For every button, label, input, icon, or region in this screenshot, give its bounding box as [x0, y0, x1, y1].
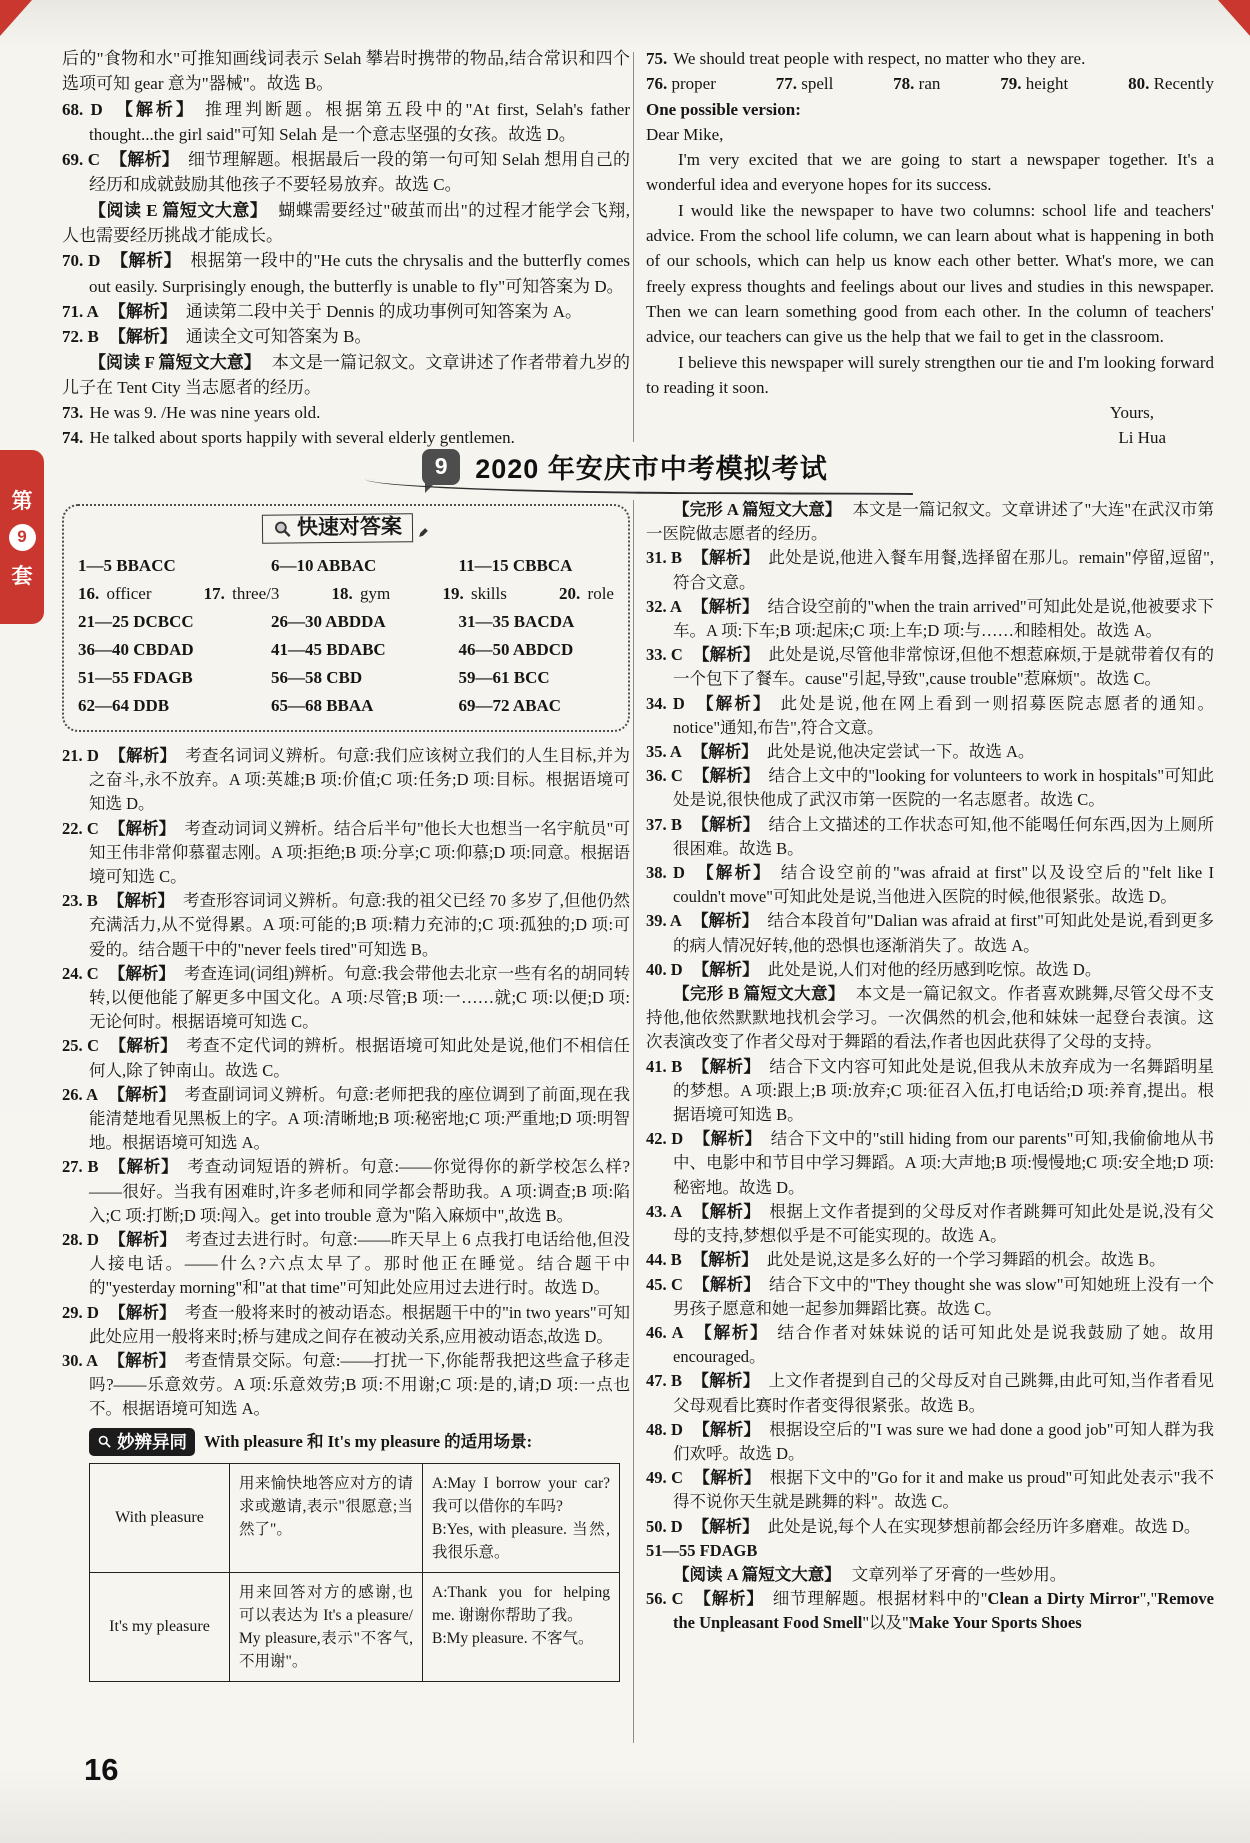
right-column-top [646, 46, 1214, 451]
left-column-bottom [62, 504, 630, 1682]
answer-key-cell: 11—15 CBBCA [458, 555, 573, 575]
answer-explanation-item: 27. B 【解析】 考查动词短语的辨析。句意:——你觉得你的新学校怎么样?——很好。当我有困难时,许多老师和同学都会帮助我。A 项:调查;B 项:陷入;C 项:打断;D 项:闯入。get into trouble 意为"陷入麻烦中",故选 B。 [62, 1157, 631, 1225]
answer-explanation-item: 70. D 【解析】 根据第一段中的"He cuts the chrysalis and the butterfly comes out easily. Surprisingly enough, the butterfly is unable to fly"可知答案为 D。 [62, 251, 631, 296]
answer-explanation-item: 69. C 【解析】 细节理解题。根据最后一段的第一句可知 Selah 想用自己的经历和成就鼓励其他孩子不要轻易放弃。故选 C。 [62, 150, 631, 195]
letter-paragraph: I believe this newspaper will surely strengthen our tie and I'm looking forward to reading it soon. [646, 352, 1214, 397]
section-banner [0, 447, 1250, 494]
comparison-table-row [90, 1464, 619, 1572]
answer-explanation-item: 32. A 【解析】 结合设空前的"when the train arrived"可知此处是说,他被要求下车。A 项:下车;B 项:起床;C 项:上车;D 项:与……和睦相处。故选 A。 [646, 596, 1215, 641]
answer-key-cell: 36—40 CBDAD [78, 639, 194, 659]
answer-explanation-item: 30. A 【解析】 考查情景交际。句意:——打扰一下,你能帮我把这些盒子移走吗?——乐意效劳。A 项:乐意效劳;B 项:不用谢;C 项:是的,请;D 项:一点也不。根据语境可知选 A。 [62, 1350, 630, 1419]
magnifier-icon [273, 519, 292, 538]
answer-key-cell: 46—50 ABDCD [458, 639, 574, 659]
letter-closing: Li Hua [1118, 428, 1166, 448]
word-answers-row [646, 71, 1214, 96]
answer-explanation-item: 71. A 【解析】 通读第二段中关于 Dennis 的成功事例可知答案为 A。 [62, 301, 583, 321]
answer-key-cell: 21—25 DCBCC [78, 611, 194, 631]
word-answer: 80. Recently [1128, 74, 1214, 94]
answer-explanation-item: 24. C 【解析】 考查连词(词组)辨析。句意:我会带他去北京一些有名的胡同转转,以便他能了解更多中国文化。A 项:尽管;B 项:一……就;C 项:以便;D 项:无论何时。根据语境可知选 C。 [62, 963, 630, 1032]
answer-explanation-item: 31. B 【解析】 此处是说,他进入餐车用餐,选择留在那儿。remain"停留,逗留",符合文意。 [646, 548, 1215, 592]
quick-answer-box [62, 504, 630, 732]
answer-explanation-item: 28. D 【解析】 考查过去进行时。句意:——昨天早上 6 点我打电话给他,但没人接电话。——什么?六点太早了。那时他正在睡觉。结合题干中的"yesterday morning"和"at that time"可知此处应用过去进行时。故选 D。 [62, 1229, 631, 1298]
answer-explanation-item: 26. A 【解析】 考查副词词义辨析。句意:老师把我的座位调到了前面,现在我能清楚地看见黑板上的字。A 项:清晰地;B 项:秘密地;C 项:严重地;D 项:明智地。根据语境可知选 A。 [62, 1084, 630, 1153]
quick-answer-rows [78, 552, 614, 720]
answer-key-row [78, 552, 614, 580]
section-title: 2020 年安庆市中考模拟考试 [475, 454, 828, 484]
answer-item: 73. He was 9. /He was nine years old. [62, 403, 321, 423]
answer-key-word: 17. three/3 [203, 583, 280, 603]
example-line: A:Thank you for helping me. 谢谢你帮助了我。 [432, 1583, 610, 1624]
answer-explanation-item: 40. D 【解析】 此处是说,人们对他的经历感到吃惊。故选 D。 [646, 959, 1102, 979]
answer-key-cell: 56—58 CBD [270, 667, 363, 687]
answer-key-cell: 31—35 BACDA [458, 611, 575, 631]
bold-text-line: One possible version: [646, 99, 801, 119]
answer-key-word: 16. officer [78, 583, 152, 603]
section-number-badge: 9 [422, 449, 460, 485]
term-cell: With pleasure [90, 1464, 230, 1572]
right-column-bottom [646, 498, 1214, 1636]
passage-summary: 【阅读 F 篇短文大意】 本文是一篇记叙文。文章讲述了作者带着九岁的儿子在 Tent City 当志愿者的经历。 [62, 352, 630, 397]
answer-key-word: 18. gym [331, 583, 391, 603]
magnifier-icon [97, 1434, 112, 1449]
answer-explanation-item: 23. B 【解析】 考查形容词词义辨析。句意:我的祖父已经 70 多岁了,但他仍然充满活力,从不觉得累。A 项:可能的;B 项:精力充沛的;C 项:孤独的;D 项:可爱的。结合题干中的"never feels tired"可知选 B。 [62, 891, 630, 959]
answer-key-cell: 26—30 ABDDA [270, 611, 386, 631]
answer-explanation-item: 37. B 【解析】 结合上文描述的工作状态可知,他不能喝任何东西,因为上厕所很困难。故选 B。 [646, 814, 1214, 858]
usage-cell: 用来愉快地答应对方的请求或邀请,表示"很愿意;当然了"。 [230, 1464, 423, 1572]
answer-explanation-item: 22. C 【解析】 考查动词词义辨析。结合后半句"他长大也想当一名宇航员"可知王伟非常仰慕翟志刚。A 项:拒绝;B 项:分享;C 项:仰慕;D 项:同意。根据语境可知选 C。 [62, 818, 631, 886]
answer-key-cell: 41—45 BDABC [270, 639, 386, 659]
answer-explanation-item: 39. A 【解析】 结合本段首句"Dalian was afraid at first"可知此处是说,看到更多的病人情况好转,他的恐惧也逐渐消失了。故选 A。 [646, 911, 1214, 955]
comparison-heading [62, 1428, 630, 1456]
passage-summary: 【阅读 A 篇短文大意】 文章列举了牙膏的一些妙用。 [673, 1564, 1067, 1584]
word-answer: 78. ran [893, 74, 941, 94]
answer-explanation-item: 38. D 【解析】 结合设空前的"was afraid at first"以及设空后的"felt like I couldn't move"可知此处是说,当他进入医院的时候,他很紧张。故选 D。 [646, 863, 1215, 907]
column-divider [633, 52, 634, 442]
left-column-top [62, 46, 630, 451]
answer-explanation-item: 72. B 【解析】 通读全文可知答案为 B。 [62, 327, 372, 347]
answer-explanation-item: 68. D 【解析】 推理判断题。根据第五段中的"At first, Selah's father thought...the girl said"可知 Selah 是一个意志坚强的女孩。故选 D。 [62, 99, 631, 144]
answer-explanation-item: 46. A 【解析】 结合作者对妹妹说的话可知此处是说我鼓励了她。故用 encouraged。 [646, 1322, 1215, 1367]
letter-paragraph: I'm very excited that we are going to start a newspaper together. It's a wonderful idea and everyone hopes for its success. [646, 150, 1214, 195]
answer-explanation-item: 43. A 【解析】 根据上文作者提到的父母反对作者跳舞可知此处是说,没有父母的支持,梦想似乎是不可能实现的。故选 A。 [646, 1201, 1215, 1246]
example-line: B:My pleasure. 不客气。 [432, 1629, 594, 1647]
answer-key-cell: 65—68 BBAA [270, 695, 374, 715]
page-corner-mark [0, 0, 32, 36]
set-tab-bottom-char: 套 [11, 564, 33, 588]
answer-explanation-item: 25. C 【解析】 考查不定代词的辨析。根据语境可知此处是说,他们不相信任何人,除了钟南山。故选 C。 [62, 1036, 631, 1080]
set-tab-top-char: 第 [11, 489, 33, 513]
example-cell [423, 1573, 619, 1681]
explanations-21-30 [62, 744, 630, 1422]
answer-explanation-item: 35. A 【解析】 此处是说,他决定尝试一下。故选 A。 [646, 742, 1035, 762]
answer-explanation-item: 21. D 【解析】 考查名词词义辨析。句意:我们应该树立我们的人生目标,并为之奋斗,永不放弃。A 项:英雄;B 项:价值;C 项:任务;D 项:目标。根据语境可知选 D。 [62, 745, 631, 814]
page-corner-mark [1218, 0, 1250, 36]
letter-closing: Yours, [1109, 403, 1154, 423]
answer-key-row [78, 692, 614, 720]
answer-explanation-item: 33. C 【解析】 此处是说,尽管他非常惊讶,但他不想惹麻烦,于是就带着仅有的一个包下了餐车。cause"引起,导致",cause trouble"惹麻烦"。故选 C。 [646, 645, 1215, 689]
compare-label-badge: 妙辨异同 [89, 1428, 195, 1456]
answer-key-row [78, 636, 614, 664]
word-answer: 77. spell [775, 74, 834, 94]
answer-explanation-item: 47. B 【解析】 上文作者提到自己的父母反对自己跳舞,由此可知,当作者看见父母观看比赛时作者变得很紧张。故选 B。 [646, 1371, 1214, 1415]
answer-key-cell: 6—10 ABBAC [270, 555, 377, 575]
answer-key-cell: 59—61 BCC [458, 667, 550, 687]
term-cell: It's my pleasure [90, 1573, 230, 1681]
answer-explanation-item: 45. C 【解析】 结合下文中的"They thought she was slow"可知她班上没有一个男孩子愿意和她一起参加舞蹈比赛。故选 C。 [646, 1274, 1214, 1318]
usage-comparison-table [89, 1463, 620, 1682]
word-answer: 79. height [1000, 74, 1069, 94]
answer-key-cell: 69—72 ABAC [458, 695, 562, 715]
answer-key-word: 19. skills [442, 583, 507, 603]
example-line: A:May I borrow your car? 我可以借你的车吗? [432, 1474, 610, 1515]
word-answer: 76. proper [646, 74, 716, 94]
page-number: 16 [84, 1752, 119, 1787]
answer-key-cell: 1—5 BBACC [78, 555, 176, 575]
answer-explanation-item: 49. C 【解析】 根据下文中的"Go for it and make us proud"可知此处表示"我不得不说你天生就是跳舞的料"。故选 C。 [646, 1468, 1215, 1512]
answer-key-row [78, 608, 614, 636]
continued-text: 后的"食物和水"可推知画线词表示 Selah 攀岩时携带的物品,结合常识和四个选项可知 gear 意为"器械"。故选 B。 [62, 49, 630, 94]
example-line: B:Yes, with pleasure. 当然,我很乐意。 [432, 1520, 610, 1561]
answer-explanation-item: 48. D 【解析】 根据设空后的"I was sure we had done a good job"可知人群为我们欢呼。故选 D。 [646, 1419, 1214, 1463]
pencil-icon [417, 522, 430, 546]
answer-explanation-item: 50. D 【解析】 此处是说,每个人在实现梦想前都会经历许多磨难。故选 D。 [646, 1516, 1201, 1536]
answer-explanation-item: 29. D 【解析】 考查一般将来时的被动语态。根据题干中的"in two years"可知此处应用一般将来时;桥与建成之间存在被动关系,应用被动语态,故选 D。 [62, 1302, 631, 1346]
usage-cell: 用来回答对方的感谢,也可以表达为 It's a pleasure/ My pleasure,表示"不客气,不用谢"。 [230, 1573, 423, 1681]
passage-summary: 【完形 B 篇短文大意】 本文是一篇记叙文。作者喜欢跳舞,尽管父母不支持他,他依然默默地找机会学习。一次偶然的机会,他和妹妹一起登台表演。这次表演改变了作者父母对于舞蹈的看法,作者也因此获得了父母的支持。 [646, 984, 1214, 1052]
example-cell [423, 1464, 619, 1572]
comparison-title: With pleasure 和 It's my pleasure 的适用场景: [204, 1431, 533, 1451]
answer-range-line: 51—55 FDAGB [646, 1540, 758, 1560]
quick-answer-title: 快速对答案 [262, 513, 413, 544]
letter-paragraph: I would like the newspaper to have two columns: school life and teachers' advice. From the school life column, we can learn about what is happening in both of our schools, which can help us know each other better. What's more, we can freely express thoughts and feelings about our lives and studies in this newspaper. Then we can learn something good from each other. In the column of teachers' advice, our teachers can give us the help that we fail to get in the classroom. [646, 200, 1214, 347]
answer-explanation-item: 42. D 【解析】 结合下文中的"still hiding from our parents"可知,我偷偷地从书中、电影中和节目中学习舞蹈。A 项:大声地;B 项:慢慢地;C 项:安全地;D 项:秘密地。故选 D。 [646, 1129, 1214, 1197]
passage-summary: 【完形 A 篇短文大意】 本文是一篇记叙文。文章讲述了"大连"在武汉市第一医院做志愿者的经历。 [646, 500, 1214, 544]
text-line: Dear Mike, [646, 124, 724, 144]
banner-underline [365, 479, 913, 495]
column-divider [633, 500, 634, 1743]
set-number-badge: 9 [9, 524, 36, 551]
answer-key-row [78, 664, 614, 692]
answer-key-word-row [78, 580, 614, 608]
passage-summary: 【阅读 E 篇短文大意】 蝴蝶需要经过"破茧而出"的过程才能学会飞翔,人也需要经历挑战才能成长。 [62, 200, 630, 246]
answer-item: 74. He talked about sports happily with several elderly gentlemen. [62, 428, 515, 448]
comparison-table-row [90, 1572, 619, 1681]
answer-item: 75. We should treat people with respect, no matter who they are. [646, 49, 1086, 68]
answer-explanation-item: 44. B 【解析】 此处是说,这是多么好的一个学习舞蹈的机会。故选 B。 [646, 1250, 1166, 1270]
answer-explanation-item: 36. C 【解析】 结合上文中的"looking for volunteers to work in hospitals"可知此处是说,很快他成了武汉市第一医院的一名志愿者。故选 C。 [646, 766, 1215, 810]
answer-explanation-item: 41. B 【解析】 结合下文内容可知此处是说,但我从未放弃成为一名舞蹈明星的梦想。A 项:跟上;B 项:放弃;C 项:征召入伍,打电话给;D 项:养育,提出。根据语境可知选 B。 [646, 1056, 1215, 1125]
answer-key-cell: 51—55 FDAGB [78, 667, 193, 687]
answer-key-word: 20. role [559, 583, 614, 603]
answer-explanation-item: 56. C 【解析】 细节理解题。根据材料中的"Clean a Dirty Mirror","Remove the Unpleasant Food Smell"以及"Make Your Sports Shoes [646, 1589, 1214, 1633]
answer-explanation-item: 34. D 【解析】 此处是说,他在网上看到一则招募医院志愿者的通知。notice"通知,布告",符合文意。 [646, 693, 1214, 737]
answer-key-cell: 62—64 DDB [78, 695, 170, 715]
